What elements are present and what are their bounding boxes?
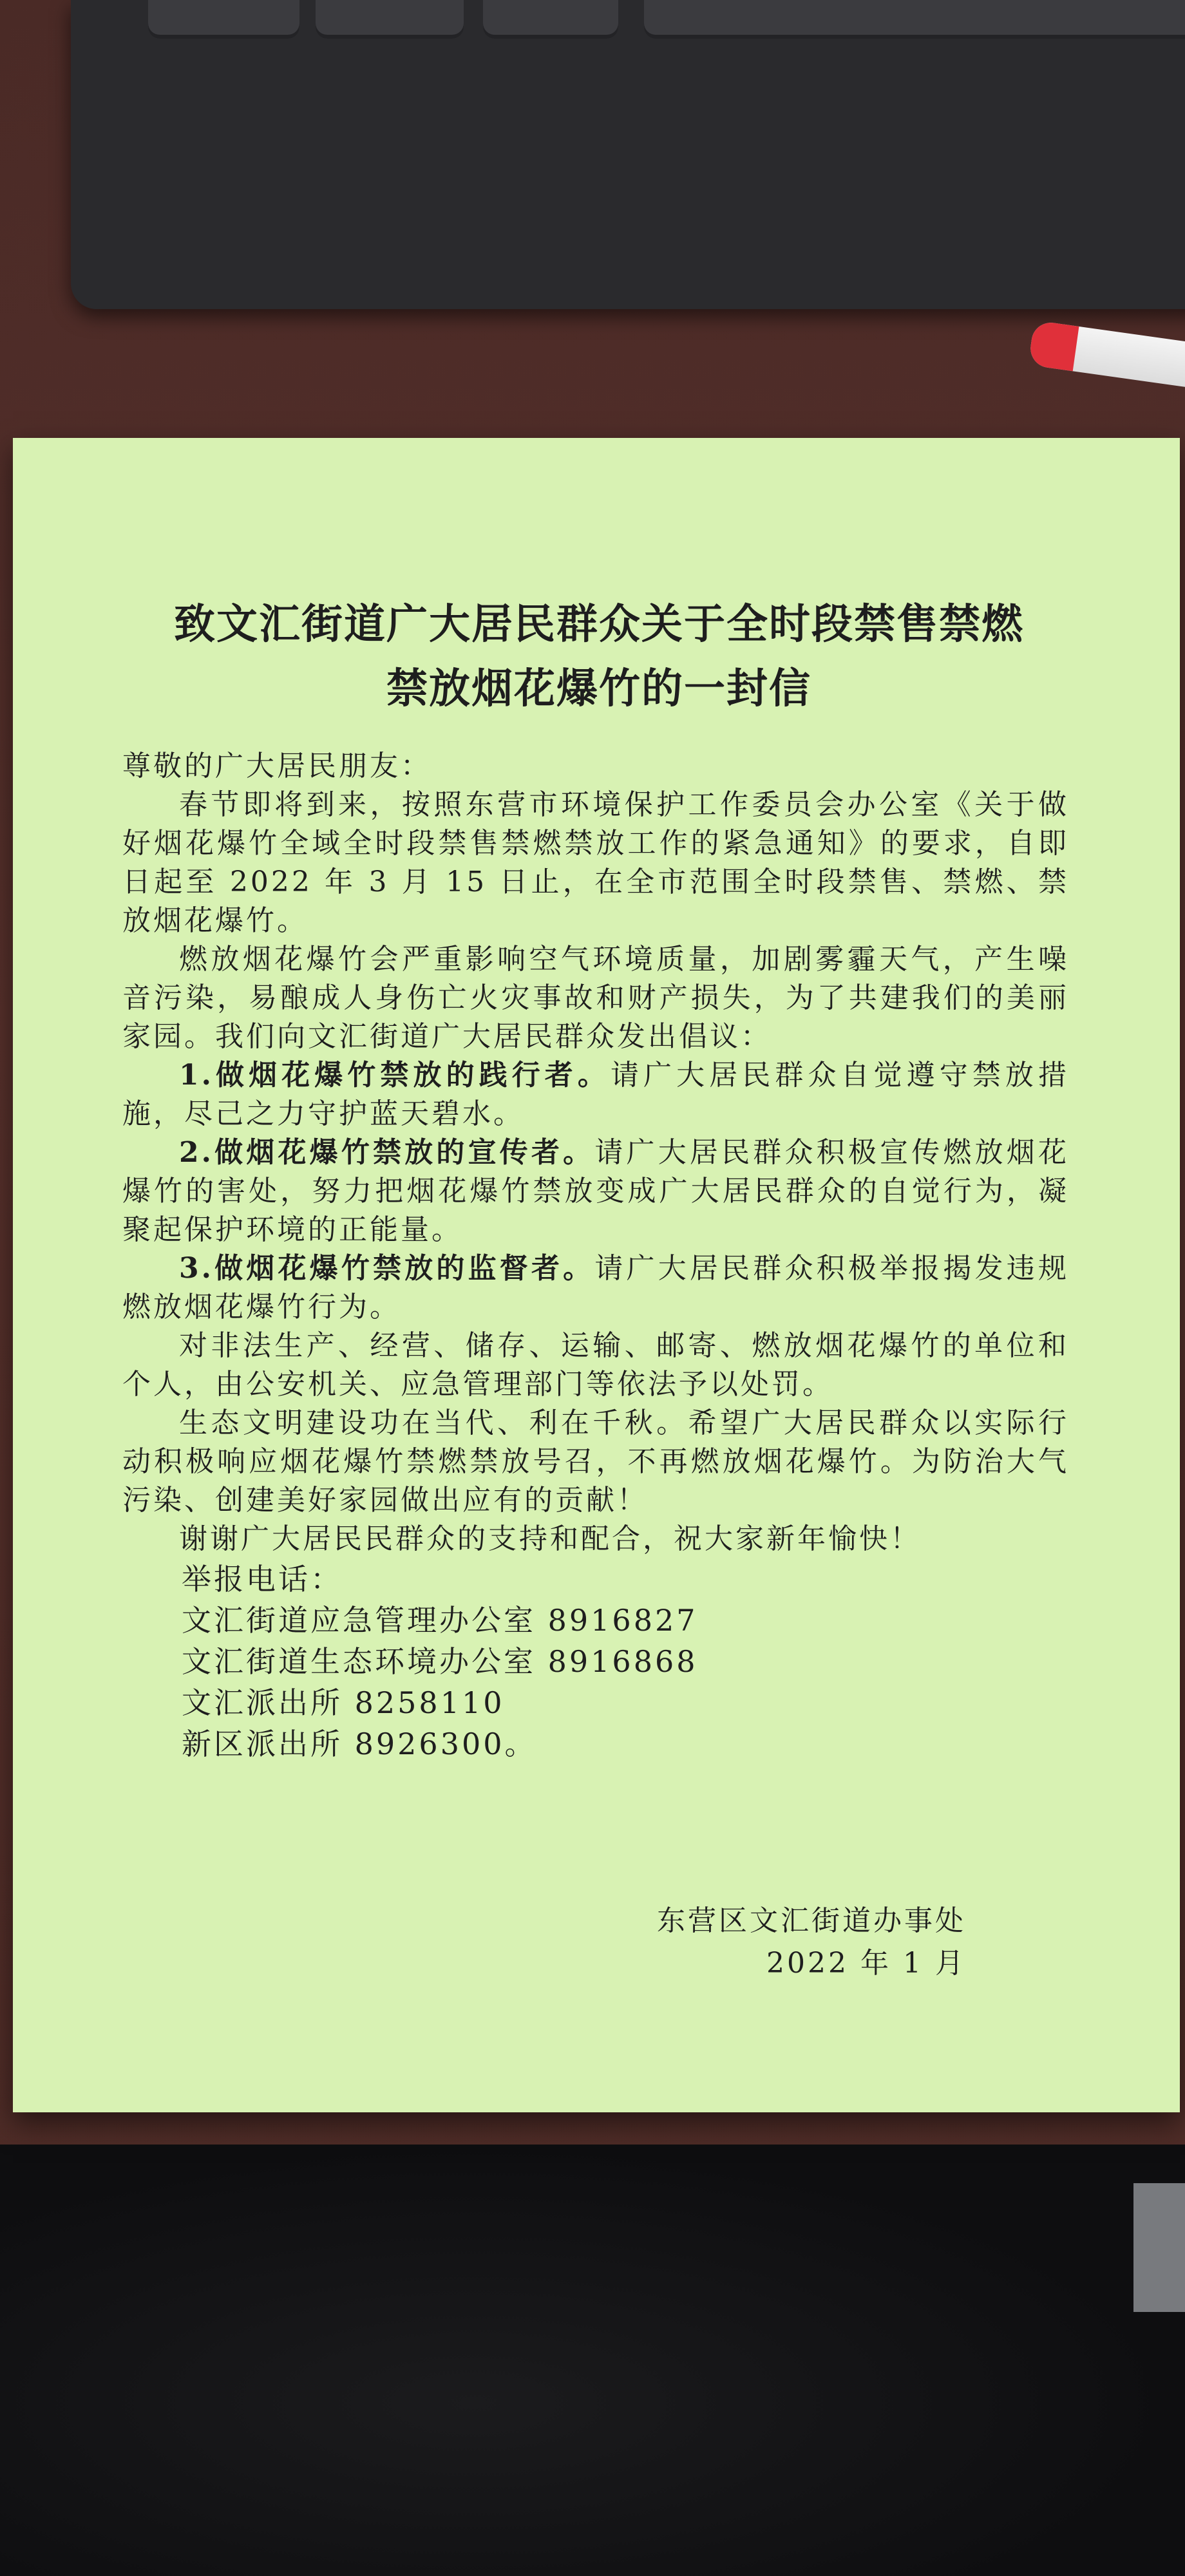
marker-pen-cap xyxy=(1028,320,1079,371)
hotline-entry: 文汇街道生态环境办公室 8916868 xyxy=(182,1644,698,1679)
initiative-item-2-text: 请广大居民群众积极宣传燃放烟花爆竹的害处，努力把烟花爆竹禁放变成广大居民群众的自觉行为，凝聚起保护环境的正能量。 xyxy=(122,1136,1069,1246)
keyboard-key xyxy=(483,0,618,39)
paragraph-impact: 燃放烟花爆竹会严重影响空气环境质量，加剧雾霾天气，产生噪音污染，易酿成人身伤亡火灾事故和财产损失，为了共建我们的美丽家园。我们向文汇街道广大居民群众发出倡议： xyxy=(122,943,1069,1053)
keyboard-spacebar xyxy=(644,0,1185,39)
initiative-item-2-heading: 2.做烟花爆竹禁放的宣传者。 xyxy=(179,1136,595,1169)
hotline-entry: 新区派出所 8926300。 xyxy=(182,1727,537,1761)
title-line-1: 致文汇街道广大居民群众关于全时段禁售禁燃 xyxy=(174,600,1024,649)
keyboard-key xyxy=(316,0,464,39)
paragraph-thanks: 谢谢广大居民民群众的支持和配合，祝大家新年愉快！ xyxy=(179,1522,921,1555)
initiative-item-1-heading: 1.做烟花爆竹禁放的践行者。 xyxy=(179,1059,611,1092)
initiative-item-2 xyxy=(122,1133,1069,1249)
keyboard-key xyxy=(148,0,299,39)
hotline-entry: 文汇派出所 8258110 xyxy=(182,1685,505,1720)
keyboard xyxy=(71,0,1185,309)
signature-organization: 东营区文汇街道办事处 xyxy=(657,1904,966,1937)
letter-title xyxy=(52,592,1146,721)
letter-paper xyxy=(13,438,1180,2112)
paragraph-penalty: 对非法生产、经营、储存、运输、邮寄、燃放烟花爆竹的单位和个人，由公安机关、应急管理部门等依法予以处罚。 xyxy=(122,1329,1069,1401)
hotline-label: 举报电话： xyxy=(182,1562,343,1596)
chair-background xyxy=(0,2145,1185,2576)
marker-pen xyxy=(1028,320,1185,388)
title-line-2: 禁放烟花爆竹的一封信 xyxy=(386,665,811,713)
signature-date: 2022 年 1 月 xyxy=(766,1947,966,1980)
paragraph-intro: 春节即将到来，按照东营市环境保护工作委员会办公室《关于做好烟花爆竹全域全时段禁售禁燃禁放工作的紧急通知》的要求，自即日起至 2022 年 3 月 15 日止，在全市范围全时段禁售、禁燃、禁放烟花爆竹。 xyxy=(122,788,1069,937)
initiative-item-3 xyxy=(122,1249,1069,1327)
paragraph-appeal: 生态文明建设功在当代、利在千秋。希望广大居民群众以实际行动积极响应烟花爆竹禁燃禁放号召，不再燃放烟花爆竹。为防治大气污染、创建美好家园做出应有的贡献！ xyxy=(122,1406,1069,1517)
initiative-item-3-heading: 3.做烟花爆竹禁放的监督者。 xyxy=(179,1252,595,1285)
background-light-patch xyxy=(1133,2183,1185,2312)
initiative-item-1-text: 请广大居民群众自觉遵守禁放措施，尽己之力守护蓝天碧水。 xyxy=(122,1059,1069,1130)
initiative-item-1 xyxy=(122,1056,1069,1133)
letter-body xyxy=(122,747,1069,1765)
hotline-entry: 文汇街道应急管理办公室 8916827 xyxy=(182,1603,698,1638)
salutation: 尊敬的广大居民朋友： xyxy=(122,750,431,782)
initiative-item-3-text: 请广大居民群众积极举报揭发违规燃放烟花爆竹行为。 xyxy=(122,1252,1069,1323)
signature-block xyxy=(657,1900,1056,1985)
hotline-section xyxy=(122,1558,1069,1765)
